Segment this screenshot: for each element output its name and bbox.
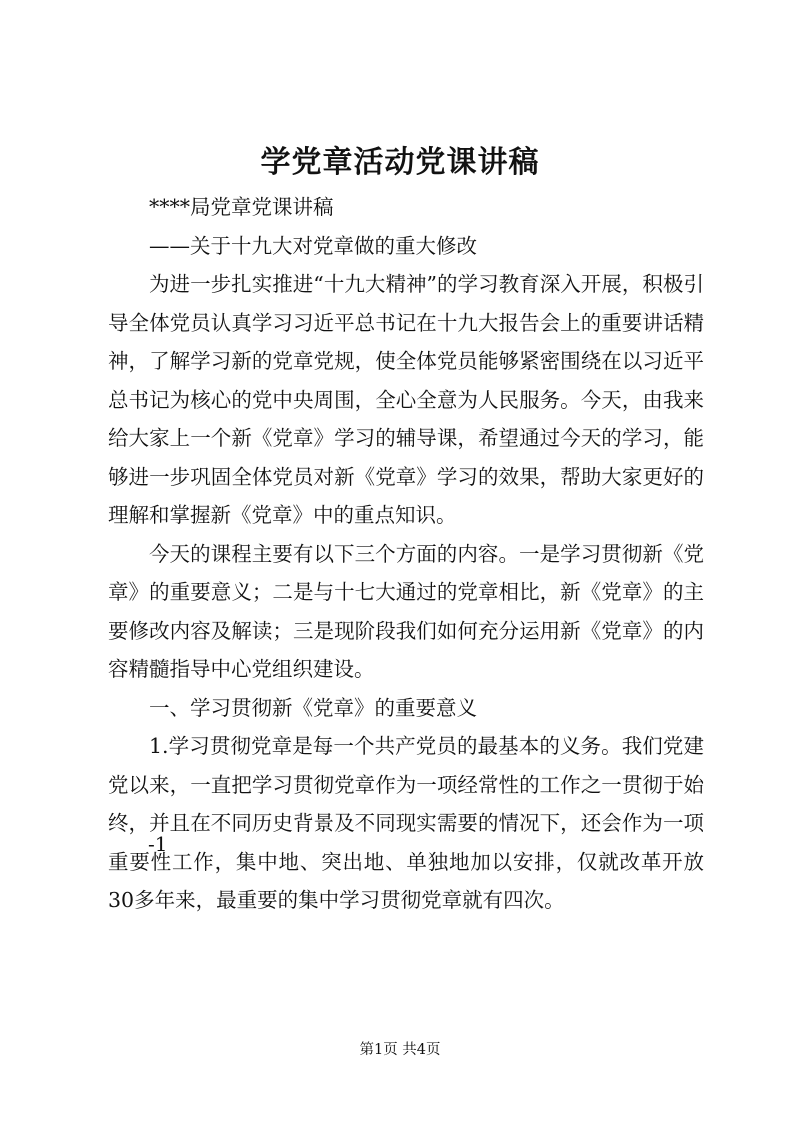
page-footer: 第1页 共4页: [359, 1042, 441, 1058]
paragraph-point-1: 1.学习贯彻党章是每一个共产党员的最基本的义务。我们党建党以来，一直把学习贯彻党章作为一项经常性的工作之一贯彻于始终，并且在不同历史背景及不同现实需要的情况下，还会作为一项重要性工作，集中地、突出地、单独地加以安排，仅就改革开放30多年来，最重要的集中学习贯彻党章就有四次。: [108, 734, 704, 912]
inline-page-number: -1: [148, 832, 168, 856]
document-title: 学党章活动党课讲稿: [260, 145, 540, 180]
subtitle-office: ****局党章党课讲稿: [149, 195, 334, 219]
subtitle-topic: ——关于十九大对党章做的重大修改: [149, 233, 477, 258]
paragraph-intro: 为进一步扎实推进“十九大精神”的学习教育深入开展，积极引导全体党员认真学习习近平总书记在十九大报告会上的重要讲话精神，了解学习新的党章党规，使全体党员能够紧密围绕在以习近平总书记为核心的党中央周围，全心全意为人民服务。今天，由我来给大家上一个新《党章》学习的辅导课，希望通过今天的学习，能够进一步巩固全体党员对新《党章》学习的效果，帮助大家更好的理解和掌握新《党章》中的重点知识。: [108, 272, 704, 527]
document-body: [108, 188, 704, 920]
paragraph-overview: 今天的课程主要有以下三个方面的内容。一是学习贯彻新《党章》的重要意义；二是与十七大通过的党章相比，新《党章》的主要修改内容及解读；三是现阶段我们如何充分运用新《党章》的内容精髓指导中心党组织建设。: [108, 541, 704, 681]
section-heading-1: 一、学习贯彻新《党章》的重要意义: [149, 695, 477, 720]
